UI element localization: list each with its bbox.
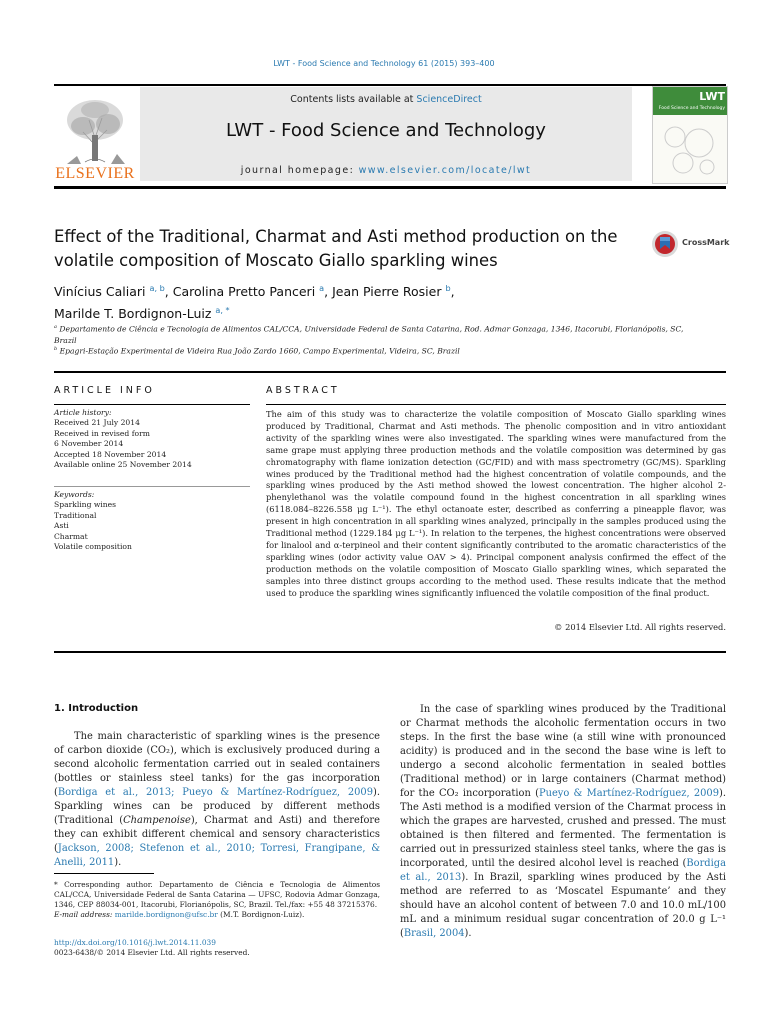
keywords bbox=[54, 490, 250, 552]
history-item: Available online 25 November 2014 bbox=[54, 460, 192, 470]
article-info-rule bbox=[54, 404, 250, 405]
cover-title: LWT bbox=[699, 90, 725, 103]
cover-subtitle: Food Science and Technology bbox=[658, 106, 725, 111]
article-info-heading: ARTICLE INFO bbox=[54, 385, 155, 396]
sciencedirect-link[interactable]: ScienceDirect bbox=[416, 94, 482, 105]
history-item: Received in revised form bbox=[54, 428, 150, 438]
citation-link[interactable]: Brasil, 2004 bbox=[403, 928, 465, 939]
citation-link[interactable]: Bordiga et al., 2013 bbox=[400, 858, 726, 883]
publisher-logo-text: ELSEVIER bbox=[55, 165, 135, 182]
homepage-prefix: journal homepage: bbox=[240, 165, 359, 176]
header-bottom-rule bbox=[54, 186, 726, 189]
doi-block bbox=[54, 938, 250, 958]
section-divider bbox=[54, 371, 726, 373]
footnote-rule bbox=[54, 873, 154, 874]
abstract-heading: ABSTRACT bbox=[266, 385, 340, 396]
front-matter-end-rule bbox=[54, 651, 726, 653]
keyword-item: Traditional bbox=[54, 510, 97, 520]
keyword-item: Asti bbox=[54, 521, 69, 531]
header-top-rule bbox=[54, 84, 726, 86]
journal-citation-link[interactable]: LWT - Food Science and Technology 61 (2015) 393–400 bbox=[273, 59, 495, 68]
keywords-label: Keywords: bbox=[54, 490, 95, 499]
abstract-copyright: © 2014 Elsevier Ltd. All rights reserved. bbox=[554, 622, 726, 632]
keyword-item: Volatile composition bbox=[54, 542, 132, 552]
history-item: Accepted 18 November 2014 bbox=[54, 449, 167, 459]
abstract-text: The aim of this study was to characterize the volatile composition of Moscato Giallo sparkling wines produced by Traditional, Charmat and Asti methods. The phenolic composition and in vitro antioxidant activity of the sparkling wines were also investigated. The sparkling wines were manufactured from the same grape must applying three production methods and the volatile composition was determined by gas chromatography with flame ionization detection (GC/FID) and with mass spectrometry (GC/MS). Sparkling wines produced by the Traditional method had the highest concentration of volatile compounds, and the sparkling wines produced by the Asti method showed the lowest concentration. The higher alcohol 2-phenylethanol was the volatile compound found in the highest concentration in all sparkling wines (6118.084–8226.558 μg L⁻¹). The ethyl octanoate ester, described as conferring a pineapple flavor, was present in high concentration in all sparkling wines analyzed, principally in the samples produced using the Traditional method (1229.184 μg L⁻¹). In relation to the terpenes, the highest concentrations were observed for linalool and α-terpineol and their content significantly contributed to the aromatic characteristics of the sparkling wines (odor activity value OAV > 4). Principal component analysis confirmed the effect of the production methods on the volatile composition of Moscato Giallo sparkling wines, which separated the samples into three distinct groups according to the method used. These results indicate that the method used to produce the sparkling wines significantly influenced the volatile composition of the final product. bbox=[266, 409, 726, 598]
history-item: Received 21 July 2014 bbox=[54, 418, 140, 428]
author-2: Carolina Pretto Panceri $^a$, bbox=[172, 283, 333, 300]
article-history bbox=[54, 408, 250, 470]
introduction-heading: 1. Introduction bbox=[54, 703, 139, 714]
journal-cover-thumbnail[interactable] bbox=[652, 86, 728, 184]
citation-link[interactable]: Jackson, 2008; Stefenon et al., 2010; Torresi, Frangipane, & Anelli, 2011 bbox=[54, 843, 380, 868]
issn-line: 0023-6438/© 2014 Elsevier Ltd. All rights reserved. bbox=[54, 948, 250, 957]
crossmark-icon[interactable] bbox=[651, 229, 679, 259]
keyword-item: Charmat bbox=[54, 531, 88, 541]
author-1-affil[interactable]: a, b bbox=[149, 283, 165, 293]
author-4-affil[interactable]: a, * bbox=[215, 305, 230, 316]
history-item: 6 November 2014 bbox=[54, 439, 124, 449]
intro-paragraph-1: The main characteristic of sparkling wines is the presence of carbon dioxide (CO₂), which is exclusively produced during a second alcoholic fermentation carried out in sealed containers (bottles or stainless steel tanks) for the gas incorporation (Bordiga et al., 2013; Pueyo & Martínez-Rodríguez, 2009). Sparkling wines can be produced by different methods (Traditional (Champenoise), Charmat and Asti) and therefore they can exhibit different chemical and sensory characteristics (Jackson, 2008; Stefenon et al., 2010; Torresi, Frangipane, & Anelli, 2011). bbox=[54, 731, 380, 868]
email-link[interactable]: marilde.bordignon@ufsc.br bbox=[114, 910, 218, 919]
intro-paragraph-2: In the case of sparkling wines produced by the Traditional or Charmat methods the alcoholic fermentation occurs in two steps. In the first the base wine (a still wine with pronounced acidity) is produced and in the second the base wine is left to undergo a second alcoholic fermentation in sealed bottles (Traditional method) or in large containers (Charmat method) for the CO₂ incorporation (Pueyo & Martínez-Rodríguez, 2009). The Asti method is a modified version of the Charmat process in which the grapes are harvested, crushed and pressed. The must obtained is then filtered and fermented. The fermentation is carried out in pressurized stainless steel tanks, where the gas is incorporated, until the desired alcohol level is reached (Bordiga et al., 2013). In Brazil, sparkling wines produced by the Asti method are referred to as ‘Moscatel Espumante’ and they should have an alcohol content of between 7.0 and 10.0 mL/100 mL and a minimum residual sugar concentration of 20.0 g L⁻¹ (Brasil, 2004). bbox=[400, 704, 727, 939]
affiliation-a: $^a$ Departamento de Ciência e Tecnologia de Alimentos CAL/CCA, Universidade Federal de Santa Catarina, Rod. Admar Gonzaga, 1346, Itacorubi, Florianópolis, SC, Brazil bbox=[54, 324, 684, 345]
author-3-affil[interactable]: b bbox=[445, 283, 451, 293]
contents-line bbox=[140, 94, 632, 105]
author-4: Marilde T. Bordignon-Luiz $^{a, *}$ bbox=[54, 305, 230, 322]
keyword-item: Sparkling wines bbox=[54, 500, 117, 510]
abstract-rule bbox=[266, 404, 726, 405]
cover-illustration bbox=[661, 121, 719, 177]
keywords-rule bbox=[54, 486, 250, 487]
author-3: Jean Pierre Rosier $^b$, bbox=[332, 283, 455, 300]
journal-title: LWT - Food Science and Technology bbox=[226, 120, 546, 141]
crossmark-label[interactable]: CrossMark bbox=[682, 238, 730, 247]
history-label: Article history: bbox=[54, 408, 112, 417]
corresponding-author-footnote: * Corresponding author. Departamento de Ciência e Tecnologia de Alimentos CAL/CCA, Universidade Federal de Santa Catarina — UFSC, Rodovia Admar Gonzaga, 1346, CEP 88034-001, Itacorubi, Florianópolis, SC, Brazil. Tel./fax: +55 48 37215376. E-mail address: marilde.bordignon@ufsc.br (M.T. Bordignon-Luiz). bbox=[54, 880, 380, 919]
journal-homepage-line bbox=[140, 165, 632, 176]
author-1: Vinícius Caliari $^{a, b}$, bbox=[54, 283, 173, 300]
contents-prefix: Contents lists available at bbox=[290, 94, 417, 105]
citation-link[interactable]: Pueyo & Martínez-Rodríguez, 2009 bbox=[538, 788, 719, 799]
author-2-affil[interactable]: a bbox=[319, 283, 325, 293]
homepage-link[interactable]: www.elsevier.com/locate/lwt bbox=[358, 165, 532, 176]
affiliation-b: $^b$ Epagri-Estação Experimental de Videira Rua João Zardo 1660, Campo Experimental, Videira, SC, Brazil bbox=[54, 346, 460, 356]
citation-link[interactable]: Bordiga et al., 2013; Pueyo & Martínez-Rodríguez, 2009 bbox=[57, 787, 373, 798]
doi-link[interactable]: http://dx.doi.org/10.1016/j.lwt.2014.11.039 bbox=[54, 938, 216, 947]
author-list bbox=[54, 279, 694, 323]
article-title: Effect of the Traditional, Charmat and Asti method production on the volatile composition of Moscato Giallo sparkling wines bbox=[54, 227, 618, 270]
